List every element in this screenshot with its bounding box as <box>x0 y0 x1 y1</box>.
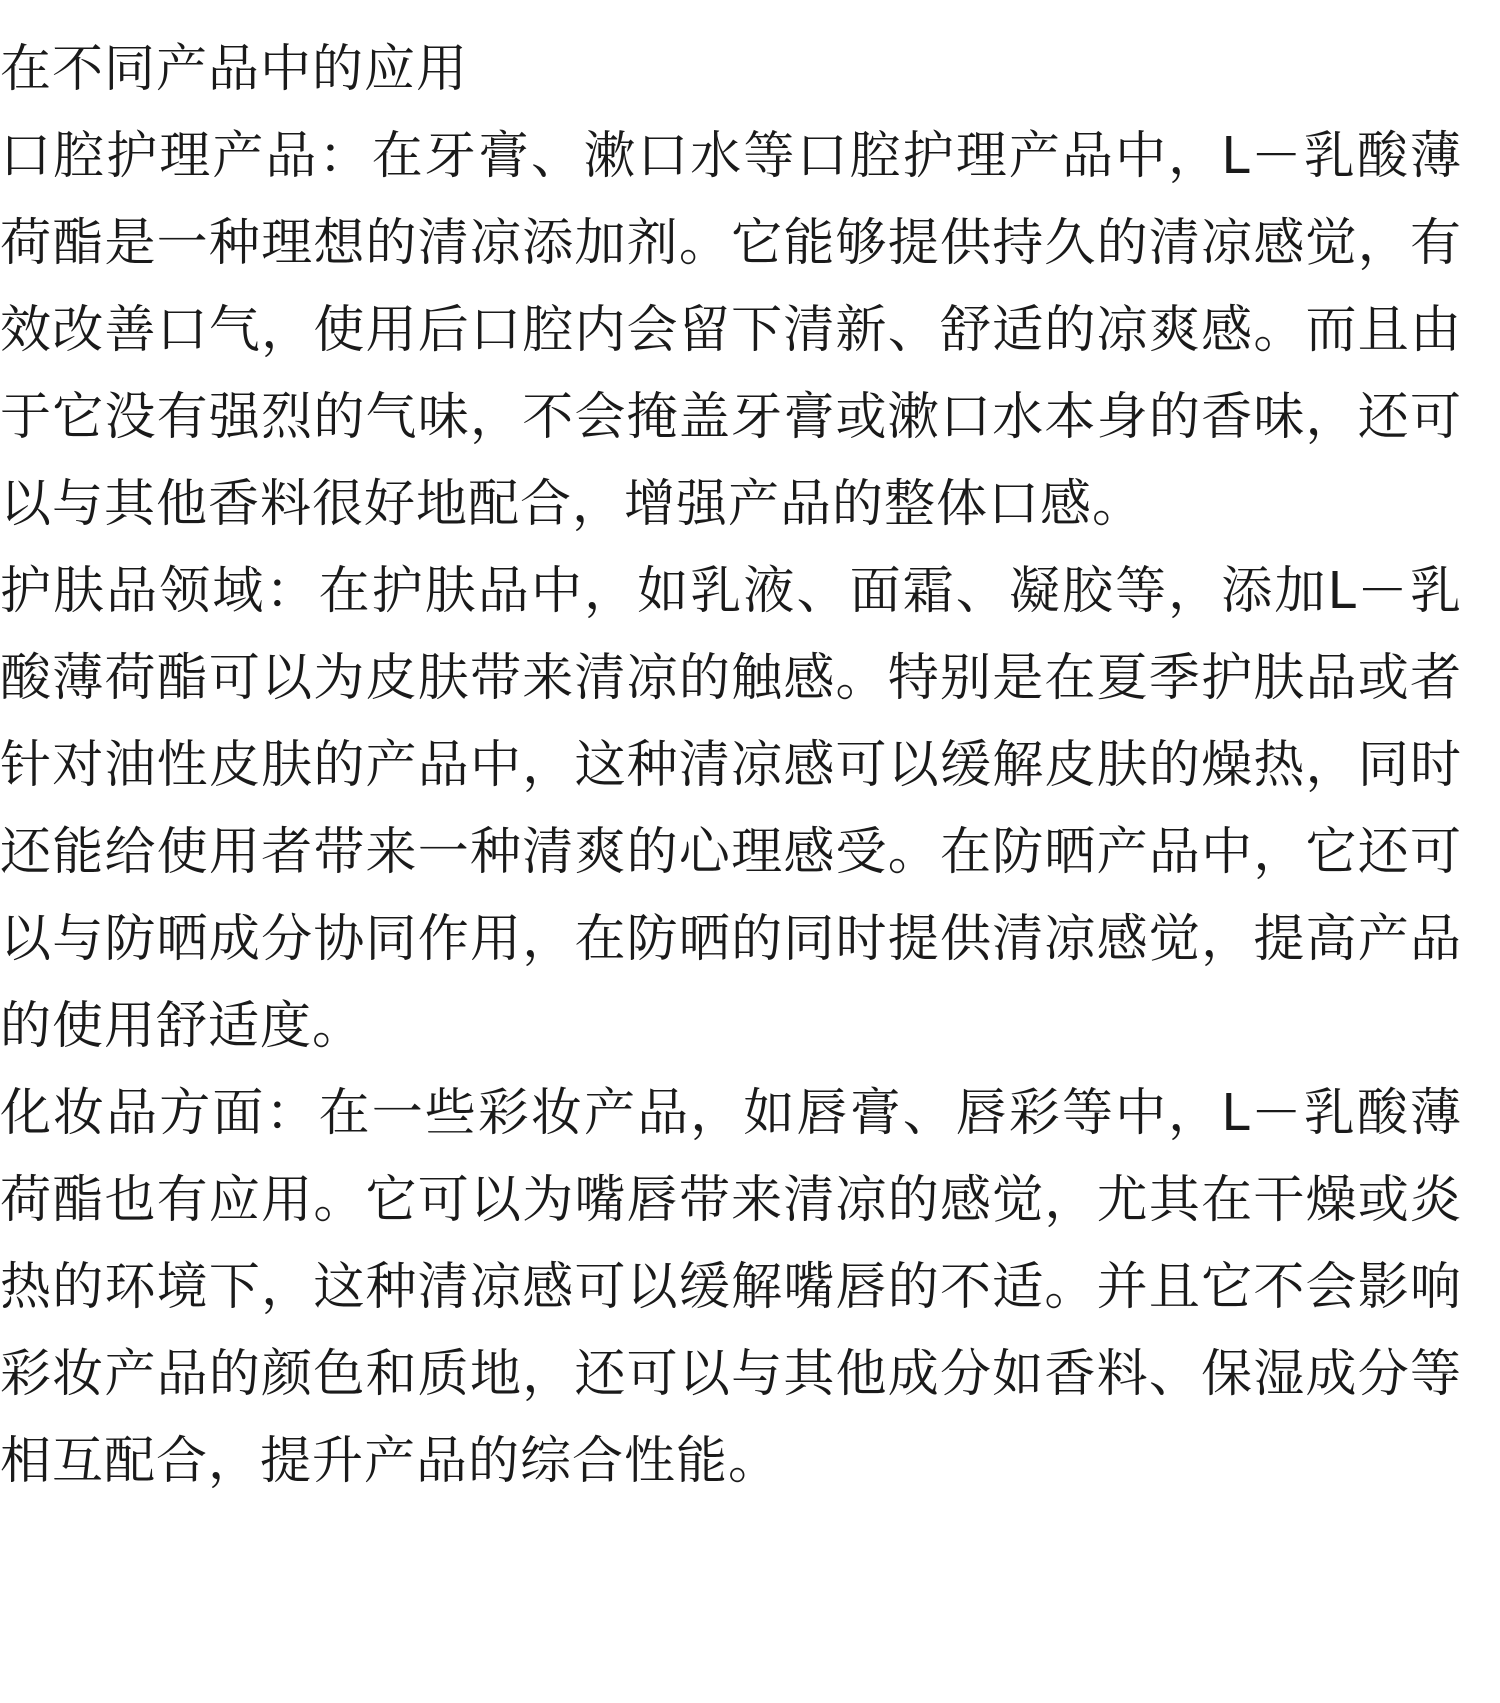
paragraph-oral-care: 口腔护理产品：在牙膏、漱口水等口腔护理产品中，L－乳酸薄荷酯是一种理想的清凉添加剂。它能够提供持久的清凉感觉，有效改善口气，使用后口腔内会留下清新、舒适的凉爽感。而且由于它没有强烈的气味，不会掩盖牙膏或漱口水本身的香味，还可以与其他香料很好地配合，增强产品的整体口感。 <box>0 127 1462 534</box>
paragraph-skincare: 护肤品领域：在护肤品中，如乳液、面霜、凝胶等，添加L－乳酸薄荷酯可以为皮肤带来清凉的触感。特别是在夏季护肤品或者针对油性皮肤的产品中，这种清凉感可以缓解皮肤的燥热，同时还能给使用者带来一种清爽的心理感受。在防晒产品中，它还可以与防晒成分协同作用，在防晒的同时提供清凉感觉，提高产品的使用舒适度。 <box>0 562 1462 1056</box>
paragraph-cosmetics: 化妆品方面：在一些彩妆产品，如唇膏、唇彩等中，L－乳酸薄荷酯也有应用。它可以为嘴唇带来清凉的感觉，尤其在干燥或炎热的环境下，这种清凉感可以缓解嘴唇的不适。并且它不会影响彩妆产品的颜色和质地，还可以与其他成分如香料、保湿成分等相互配合，提升产品的综合性能。 <box>0 1084 1462 1491</box>
document-body <box>0 26 1462 1505</box>
section-title: 在不同产品中的应用 <box>0 40 469 99</box>
